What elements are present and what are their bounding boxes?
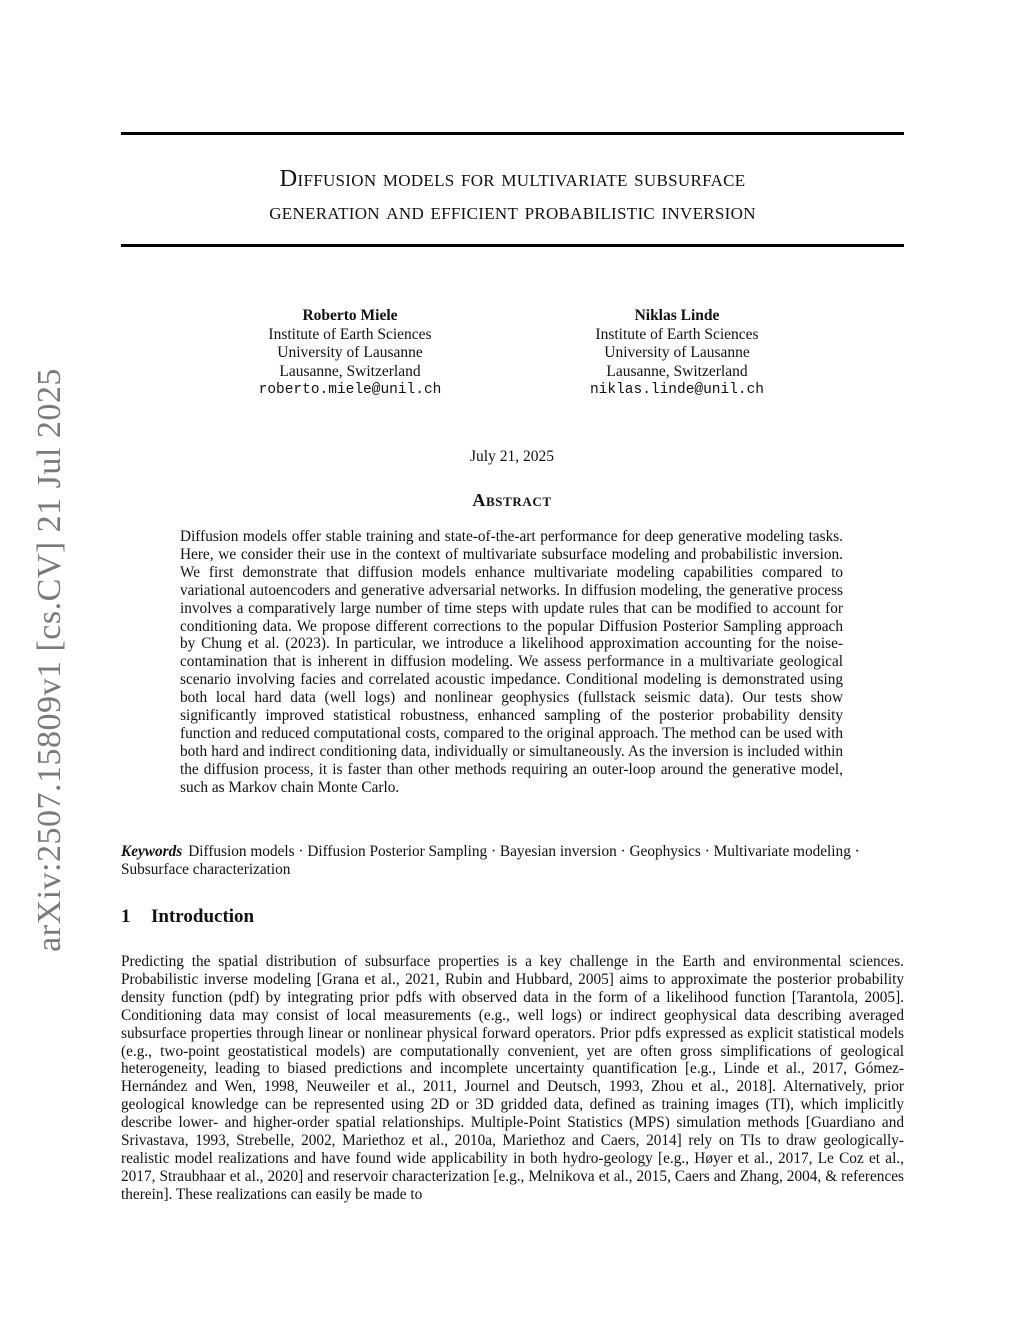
title-bottom-rule	[121, 244, 904, 247]
author-affiliation: Institute of Earth Sciences	[595, 325, 759, 343]
title-top-rule	[121, 132, 904, 135]
paper-title	[121, 162, 904, 228]
arxiv-identifier: arXiv:2507.15809v1 [cs.CV] 21 Jul 2025	[31, 368, 68, 952]
keywords-label: Keywords	[121, 843, 183, 860]
author-block-miele	[210, 307, 490, 400]
author-university: University of Lausanne	[604, 344, 750, 361]
abstract-text: Diffusion models offer stable training and state-of-the-art performance for deep generative modeling tasks. Here, we consider their use in the context of multivariate subsurface modeling and probabilistic inversion. We first demonstrate that diffusion models enhance multivariate modeling capabilities compared to variational autoencoders and generative adversarial networks. In diffusion modeling, the generative process involves a comparatively large number of time steps with update rules that can be modified to account for conditioning data. We propose different corrections to the popular Diffusion Posterior Sampling approach by Chung et al. (2023). In particular, we introduce a likelihood approximation accounting for the noise-contamination that is inherent in diffusion modeling. We assess performance in a multivariate geological scenario involving facies and correlated acoustic impedance. Conditional modeling is demonstrated using both local hard data (well logs) and nonlinear geophysics (fullstack seismic data). Our tests show significantly improved statistical robustness, enhanced sampling of the posterior probability density function and reduced computational costs, compared to the original approach. The method can be used with both hard and indirect conditioning data, individually or simultaneously. As the inversion is included within the diffusion process, it is faster than other methods requiring an outer-loop around the generative model, such as Markov chain Monte Carlo.	[180, 528, 843, 796]
author-location: Lausanne, Switzerland	[606, 362, 748, 380]
author-location: Lausanne, Switzerland	[279, 362, 421, 380]
publication-date: July 21, 2025	[470, 448, 554, 465]
author-university: University of Lausanne	[277, 344, 423, 361]
paper-title-line-2: generation and efficient probabilistic inversion	[269, 198, 756, 225]
author-name: Niklas Linde	[634, 307, 720, 324]
author-email[interactable]: roberto.miele@unil.ch	[258, 382, 442, 398]
author-name: Roberto Miele	[302, 307, 398, 324]
introduction-text: Predicting the spatial distribution of subsurface properties is a key challenge in the Earth and environmental sciences. Probabilistic inverse modeling [Grana et al., 2021, Rubin and Hubbard, 2005] aims to approximate the posterior probability density function (pdf) by integrating prior pdfs with observed data in the form of a likelihood function [Tarantola, 2005]. Conditioning data may consist of local measurements (e.g., well logs) or indirect geophysical data describing averaged subsurface properties through linear or nonlinear physical forward operators. Prior pdfs expressed as explicit statistical models (e.g., two-point geostatistical models) are computationally convenient, yet are often gross simplifications of geological heterogeneity, leading to biased predictions and incomplete uncertainty quantification [e.g., Linde et al., 2017, Gómez-Hernández and Wen, 1998, Neuweiler et al., 2011, Journel and Deutsch, 1993, Zhou et al., 2018]. Alternatively, prior geological knowledge can be represented using 2D or 3D gridded data, defined as training images (TI), which implicitly describe lower- and higher-order spatial relationships. Multiple-Point Statistics (MPS) simulation methods [Guardiano and Srivastava, 1993, Strebelle, 2002, Mariethoz et al., 2010a, Mariethoz and Caers, 2014] rely on TIs to draw geologically-realistic model realizations and have found wide applicability in both hydro-geology [e.g., Høyer et al., 2017, Le Coz et al., 2017, Straubhaar et al., 2020] and reservoir characterization [e.g., Melnikova et al., 2015, Caers and Zhang, 2004, & references therein]. These realizations can easily be made to	[121, 953, 904, 1203]
paper-title-line-1: Diffusion models for multivariate subsurface	[279, 165, 746, 192]
section-heading-introduction	[121, 906, 254, 928]
section-title: Introduction	[151, 906, 255, 927]
abstract-heading: Abstract	[472, 490, 552, 510]
author-email[interactable]: niklas.linde@unil.ch	[589, 382, 765, 398]
author-block-linde	[537, 307, 817, 400]
section-number: 1	[121, 906, 131, 927]
keywords	[121, 843, 904, 879]
author-affiliation: Institute of Earth Sciences	[268, 325, 432, 343]
keywords-text: Diffusion models · Diffusion Posterior Sampling · Bayesian inversion · Geophysics · Multivariate modeling · Subsurface characterization	[121, 843, 860, 878]
